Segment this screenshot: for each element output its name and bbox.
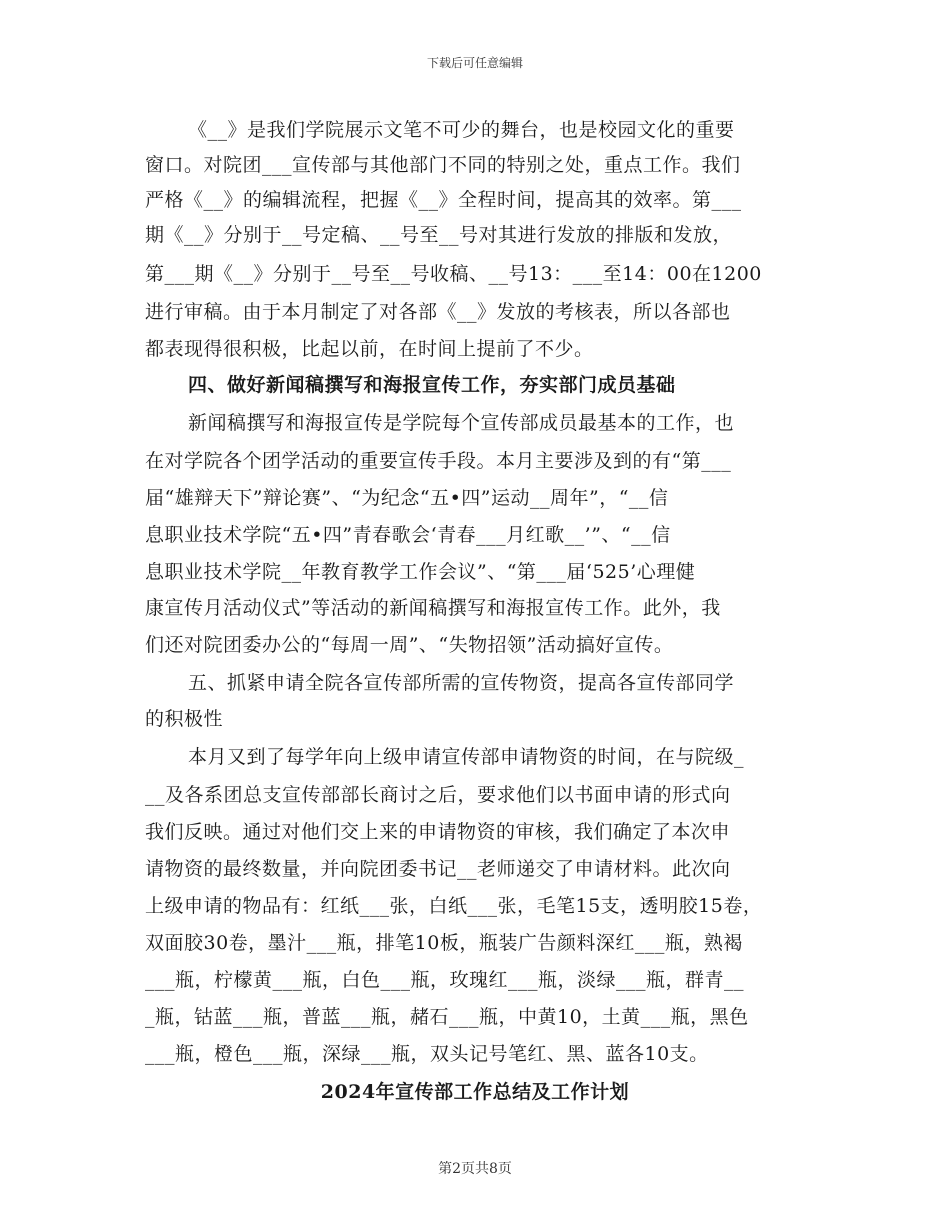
section-heading: 四、做好新闻稿撰写和海报宣传工作，夯实部门成员基础 [188,374,676,396]
paragraph-line: _瓶，钴蓝___瓶，普蓝___瓶，赭石___瓶，中黄10，土黄___瓶，黑色 [145,1006,749,1028]
paragraph-line: 请物资的最终数量，并向院团委书记__老师递交了申请材料。此次向 [145,858,731,880]
paragraph-line: 本月又到了每学年向上级申请宣传部申请物资的时间，在与院级_ [188,746,745,768]
page-header: 下载后可任意编辑 [426,56,523,70]
paragraph-line: 双面胶30卷，墨汁___瓶，排笔10板，瓶装广告颜料深红___瓶，熟褐 [145,932,743,954]
section-heading: 五、抓紧申请全院各宣传部所需的宣传物资，提高各宣传部同学 [188,672,735,694]
paragraph-line: 届“雄辩天下”辩论赛”、“为纪念“五•四”运动__周年”，“__信 [145,487,669,509]
paragraph-line: 窗口。对院团___宣传部与其他部门不同的特别之处，重点工作。我们 [145,154,741,176]
next-document-title: 2024年宣传部工作总结及工作计划 [320,1081,630,1103]
paragraph-line: __及各系团总支宣传部部长商讨之后，要求他们以书面申请的形式向 [145,784,731,806]
paragraph-line: 都表现得很积极，比起以前，在时间上提前了不少。 [145,338,594,360]
paragraph-line: ___瓶，柠檬黄___瓶，白色___瓶，玫瑰红___瓶，淡绿___瓶，群青__ [145,969,745,991]
paragraph-line: 息职业技术学院“五•四”青春歌会‘青春___月红歌__’”、“__信 [145,524,671,546]
paragraph-line: 进行审稿。由于本月制定了对各部《__》发放的考核表，所以各部也 [145,301,731,323]
paragraph-line: 期《__》分别于__号定稿、__号至__号对其进行发放的排版和发放， [145,224,733,246]
paragraph-line: 我们反映。通过对他们交上来的申请物资的审核，我们确定了本次申 [145,821,731,843]
paragraph-line: 严格《__》的编辑流程，把握《__》全程时间，提高其的效率。第___ [145,189,742,211]
paragraph-line: 息职业技术学院__年教育教学工作会议”、“第___届‘525’心理健 [145,561,696,583]
paragraph-line: 在对学院各个团学活动的重要宣传手段。本月主要涉及到的有“第___ [145,450,732,472]
section-heading-continued: 的积极性 [145,708,224,730]
paragraph-line: 上级申请的物品有：红纸___张，白纸___张，毛笔15支，透明胶15卷， [145,895,763,917]
page-number: 第2页共8页 [438,1161,512,1177]
paragraph-line: 新闻稿撰写和海报宣传是学院每个宣传部成员最基本的工作，也 [188,412,735,434]
paragraph-line: 第___期《__》分别于__号至__号收稿、__号13：___至14：00在1200 [145,263,762,285]
paragraph-line: ___瓶，橙色___瓶，深绿___瓶，双头记号笔红、黑、蓝各10支。 [145,1043,709,1065]
paragraph-line: 康宣传月活动仪式”等活动的新闻稿撰写和海报宣传工作。此外，我 [145,597,721,619]
paragraph-line: 《__》是我们学院展示文笔不可少的舞台，也是校园文化的重要 [188,119,735,141]
paragraph-line: 们还对院团委办公的“每周一周”、“失物招领”活动搞好宣传。 [145,634,674,656]
